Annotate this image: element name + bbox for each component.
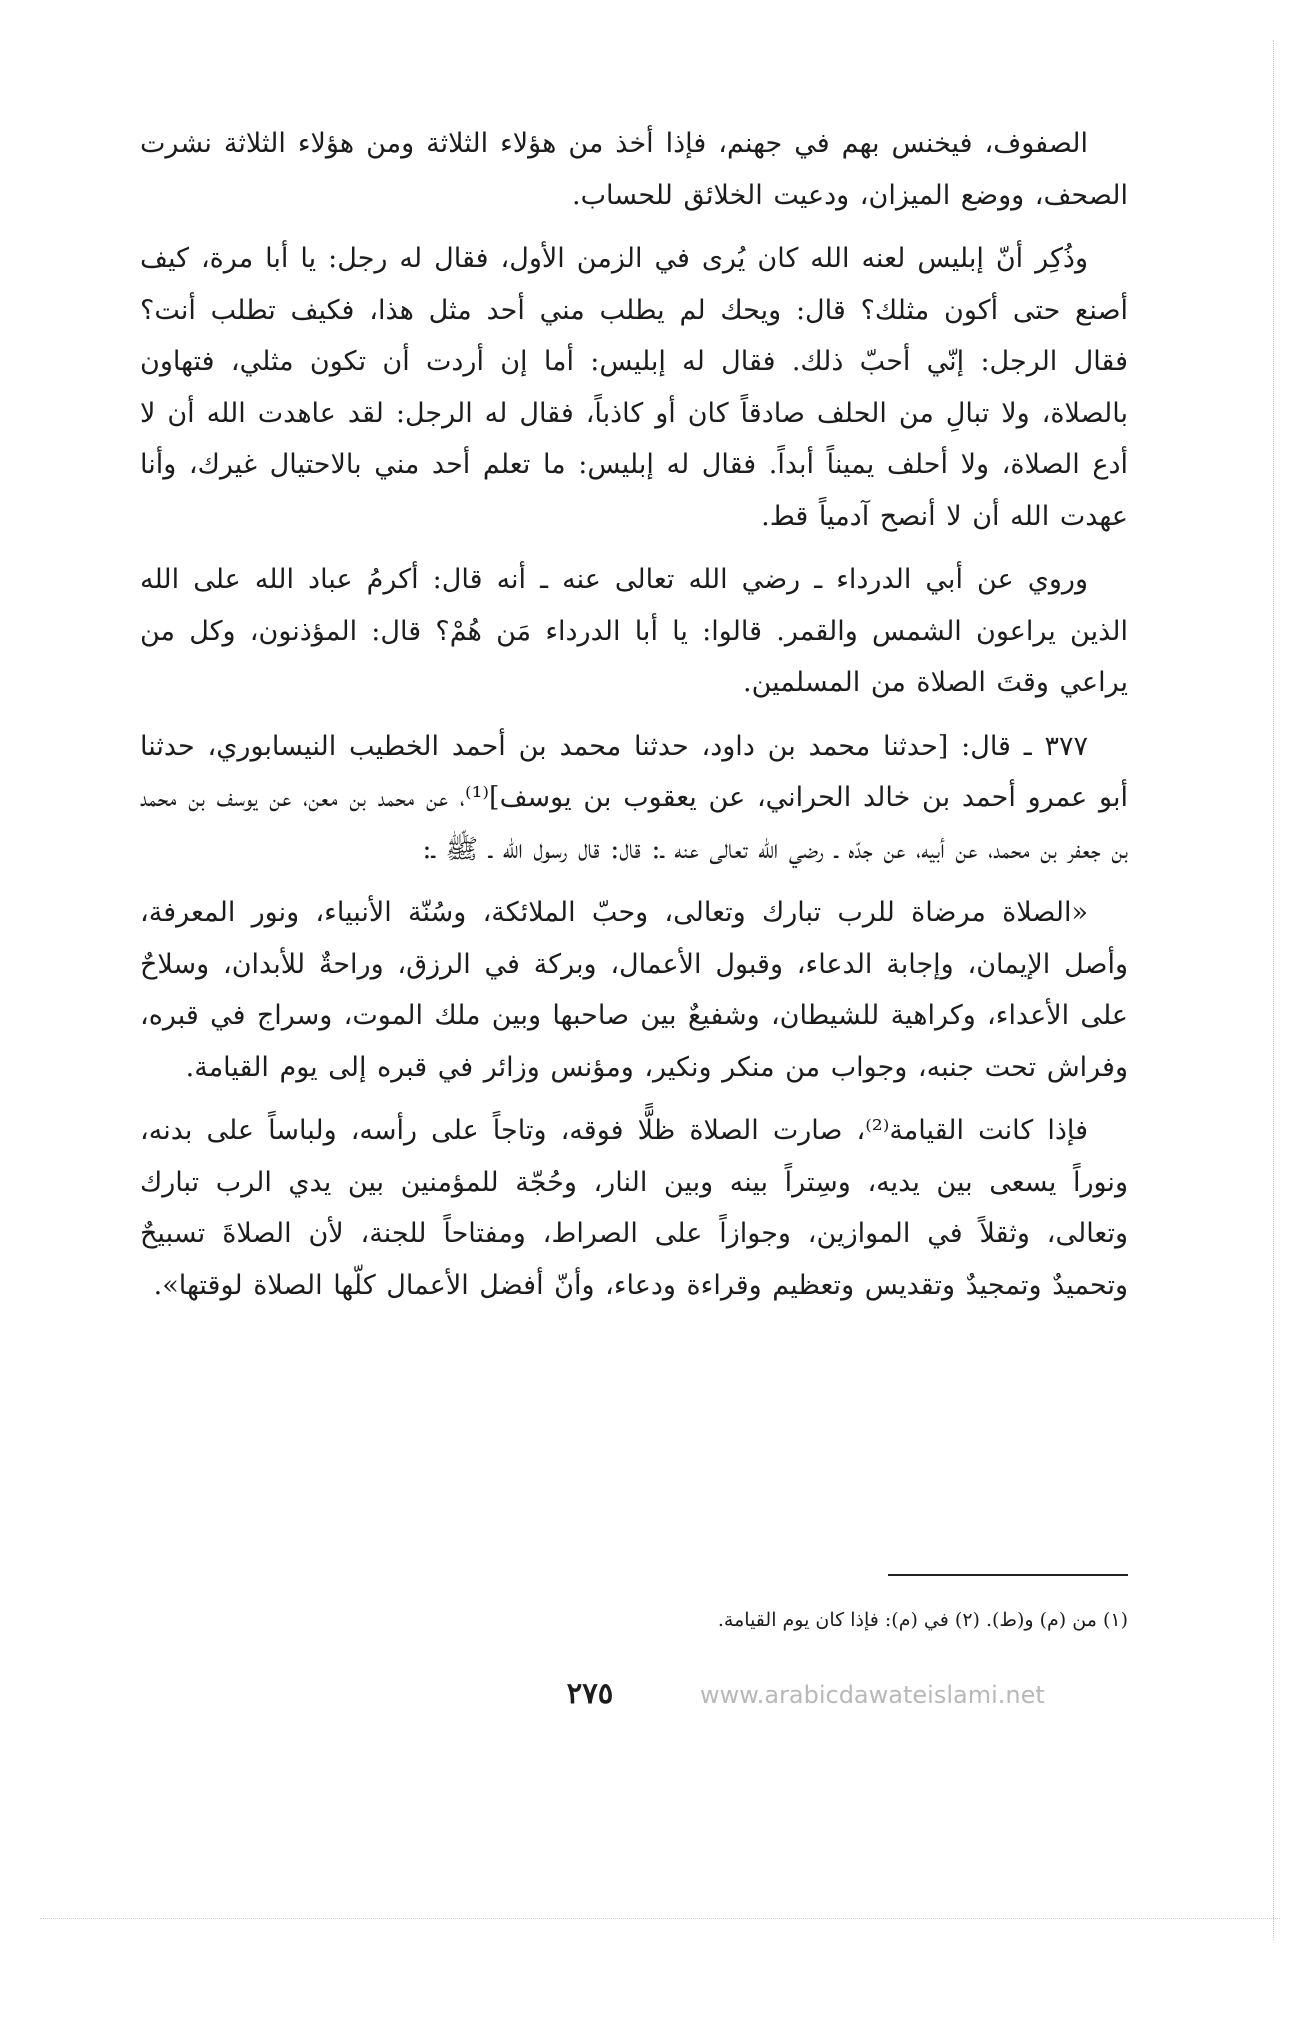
paragraph-6: فإذا كانت القيامة⁽²⁾، صارت الصلاة ظلًّا فوقه، وتاجاً على رأسه، ولباساً على بدنه، ونوراً يسعى بين يديه، وسِتراً بينه وبين النار، وحُجّة للمؤمنين بين يدي الرب تبارك وتعالى، وثقلاً في الموازين، وجوازاً على الصراط، ومفتاحاً للجنة، لأن الصلاةَ تسبيحٌ وتحميدٌ وتمجيدٌ وتقديس وتعظيم وقراءة ودعاء، وأنّ أفضل الأعمال كلّها الصلاة لوقتها». [140, 1115, 1128, 1301]
paragraph-3: وروي عن أبي الدرداء ـ رضي الله تعالى عنه ـ أنه قال: أكرمُ عباد الله على الله الذين يراعون الشمس والقمر. قالوا: يا أبا الدرداء مَن هُمْ؟ قال: المؤذنون، وكل من يراعي وقتَ الصلاة من المسلمين. [140, 564, 1128, 698]
footnotes: (١) من (م) و(ط). (٢) في (م): فإذا كان يوم القيامة. [717, 1609, 1128, 1631]
paragraph-2: وذُكِر أنّ إبليس لعنه الله كان يُرى في الزمن الأول، فقال له رجل: يا أبا مرة، كيف أصنع حتى أكون مثلك؟ قال: ويحك لم يطلب مني أحد مثل هذا، فكيف تطلب أنت؟ فقال الرجل: إنّي أحبّ ذلك. فقال له إبليس: أما إن أردت أن تكون مثلي، فتهاون بالصلاة، ولا تبالِ من الحلف صادقاً كان أو كاذباً، فقال له الرجل: لقد عاهدت الله أن لا أدع الصلاة، ولا أحلف يميناً أبداً. فقال له إبليس: ما تعلم أحد مني بالاحتيال غيرك، وأنا عهدت الله أن لا أنصح آدمياً قط. [140, 243, 1128, 532]
paragraph-5-hadith-text: «الصلاة مرضاة للرب تبارك وتعالى، وحبّ الملائكة، وسُنّة الأنبياء، ونور المعرفة، وأصل الإيمان، وإجابة الدعاء، وقبول الأعمال، وبركة في الرزق، وراحةٌ للأبدان، وسلاحٌ على الأعداء، وكراهية للشيطان، وشفيعٌ بين صاحبها وبين ملك الموت، وسراج في قبره، وفراش تحت جنبه، وجواب من منكر ونكير، ومؤنس وزائر في قبره إلى يوم القيامة. [140, 897, 1128, 1083]
scan-edge-right [1273, 40, 1274, 1940]
scan-edge-bottom [40, 1918, 1280, 1919]
watermark: www.arabicdawateislami.net [700, 1681, 1045, 1709]
footnote-separator [888, 1574, 1128, 1576]
paragraph-4-hadith-chain: ٣٧٧ ـ قال: [حدثنا محمد بن داود، حدثنا محمد بن أحمد الخطيب النيسابوري، حدثنا أبو عمرو أحمد بن خالد الحراني، عن يعقوب بن يوسف]⁽¹⁾، عن محمد بن معن، عن يوسف بن محمد بن جعفر بن محمد، عن أبيه، عن جدّه ـ رضي الله تعالى عنه ـ: قال: قال رسول الله ـ ﷺ ـ: [140, 730, 1128, 865]
main-text [140, 118, 1128, 1323]
page-number: ٢٧٥ [566, 1676, 614, 1710]
paragraph-1: الصفوف، فيخنس بهم في جهنم، فإذا أخذ من هؤلاء الثلاثة ومن هؤلاء الثلاثة نشرت الصحف، ووضع الميزان، ودعيت الخلائق للحساب. [140, 128, 1128, 211]
